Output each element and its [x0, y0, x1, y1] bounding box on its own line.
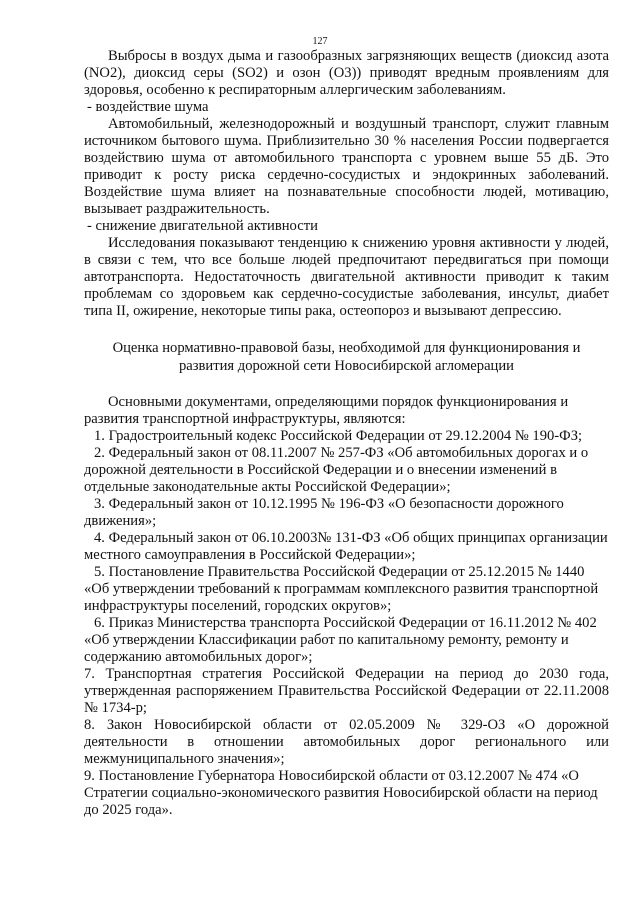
- legal-item-6: 6. Приказ Министерства транспорта Российской Федерации от 16.11.2012 № 402 «Об утверждении Классификации работ по капитальному ремонту, ремонту и содержанию автомобильных дорог»;: [84, 615, 597, 665]
- legal-item-3: 3. Федеральный закон от 10.12.1995 № 196-ФЗ «О безопасности дорожного движения»;: [84, 496, 564, 529]
- section-heading: Оценка нормативно-правовой базы, необходимой для функционирования и развития дорожной сети Новосибирской агломерации: [112, 340, 581, 374]
- paragraph-noise: Автомобильный, железнодорожный и воздушный транспорт, служит главным источником бытового шума. Приблизительно 30 % населения России подвергается воздействию шума от автомобильного транспорта с уровнем выше 55 дБ. Это приводит к росту риска сердечно-сосудистых и эндокринных заболеваний. Воздействие шума влияет на познавательные способности людей, мотивацию, вызывает раздражительность.: [84, 116, 609, 217]
- legal-item-5: 5. Постановление Правительства Российской Федерации от 25.12.2015 № 1440 «Об утверждении требований к программам комплексного развития транспортной инфраструктуры поселений, городских округов»;: [84, 564, 599, 614]
- legal-item-9: 9. Постановление Губернатора Новосибирской области от 03.12.2007 № 474 «О Стратегии социально-экономического развития Новосибирской области на период до 2025 года».: [84, 768, 598, 818]
- legal-item-7: 7. Транспортная стратегия Российской Федерации на период до 2030 года, утвержденная распоряжением Правительства Российской Федерации от 22.11.2008 № 1734-р;: [84, 666, 609, 716]
- paragraph-emissions: Выбросы в воздух дыма и газообразных загрязняющих веществ (диоксид азота (NO2), диоксид серы (SO2) и озон (O3)) приводят вредным проявлениям для здоровья, особенно к респираторным аллергическим заболеваниям.: [84, 48, 609, 98]
- section-health-effects: [84, 48, 609, 320]
- legal-item-2: 2. Федеральный закон от 08.11.2007 № 257-ФЗ «Об автомобильных дорогах и о дорожной деятельности в Российской Федерации и о внесении изменений в отдельные законодательные акты Российской Федерации»;: [84, 445, 589, 495]
- legal-item-8: 8. Закон Новосибирской области от 02.05.2009 № 329-ОЗ «О дорожной деятельности в отношении автомобильных дорог регионального или межмуниципального значения»;: [84, 717, 609, 767]
- subheading-noise: - воздействие шума: [87, 99, 209, 115]
- subheading-activity: - снижение двигательной активности: [87, 218, 318, 234]
- page-number: 127: [312, 36, 328, 47]
- legal-item-1: 1. Градостроительный кодекс Российской Федерации от 29.12.2004 № 190-ФЗ;: [94, 428, 583, 444]
- section-legal-framework: [84, 394, 609, 819]
- legal-item-4: 4. Федеральный закон от 06.10.2003№ 131-ФЗ «Об общих принципах организации местного самоуправления в Российской Федерации»;: [84, 530, 608, 563]
- document-body: [84, 48, 609, 819]
- paragraph-activity: Исследования показывают тенденцию к снижению уровня активности у людей, в связи с тем, что все больше людей предпочитают передвигаться при помощи автотранспорта. Недостаточность двигательной активности приводит к таким проблемам со здоровьем как сердечно-сосудистые заболевания, инсульт, диабет типа II, ожирение, некоторые типы рака, остеопороз и вызывают депрессию.: [84, 235, 609, 319]
- legal-intro: Основными документами, определяющими порядок функционирования и развития транспортной инфраструктуры, являются:: [84, 394, 569, 427]
